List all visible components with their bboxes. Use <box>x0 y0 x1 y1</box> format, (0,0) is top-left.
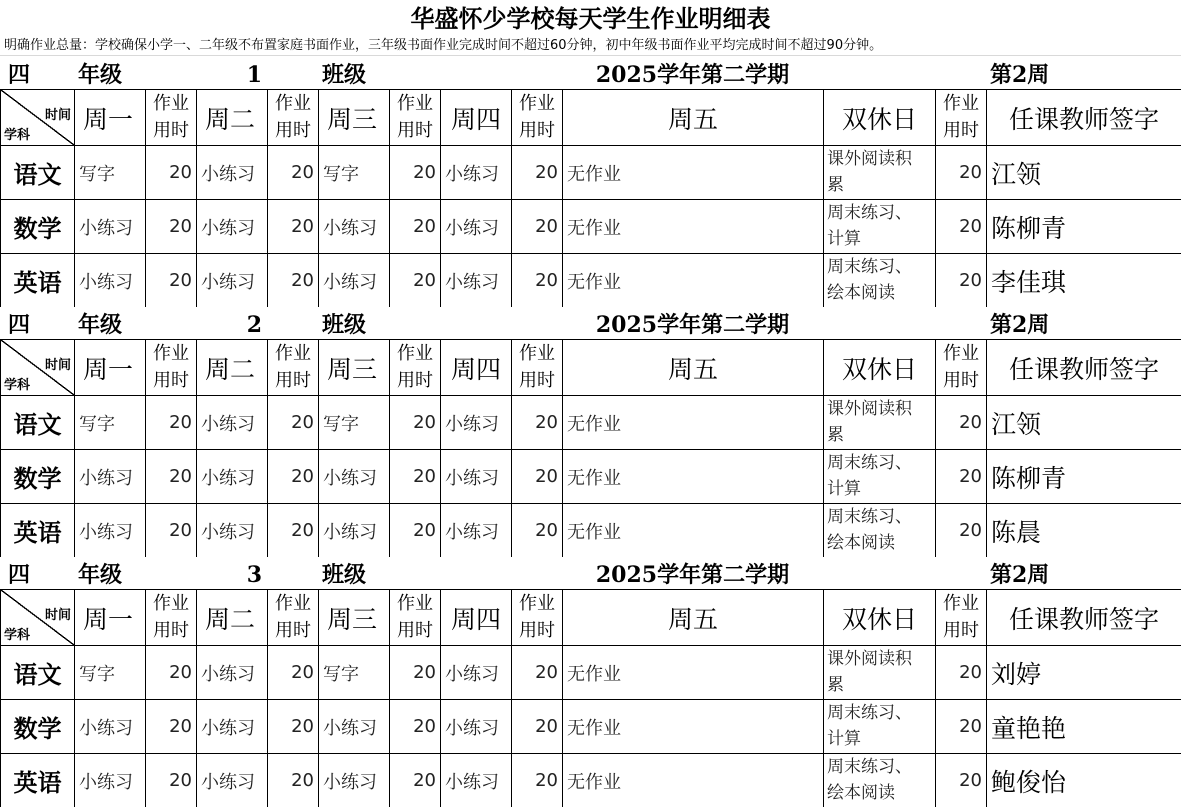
class-block-3 <box>0 558 1181 808</box>
task-fri: 无作业 <box>563 200 824 254</box>
weekend-line-1: 课外阅读积 <box>827 399 912 419</box>
task-tue: 小练习 <box>197 504 268 557</box>
weekend-line-2: 计算 <box>827 229 861 249</box>
task-tue: 小练习 <box>197 700 268 754</box>
col-header-wed: 周三 <box>319 340 390 396</box>
class-block-1 <box>0 58 1181 308</box>
weekend-line-2: 绘本阅读 <box>827 283 895 303</box>
col-header-mon: 周一 <box>75 340 146 396</box>
corner-subject-label: 学科 <box>4 628 31 643</box>
corner-time-label: 时间 <box>44 608 71 623</box>
task-fri: 无作业 <box>563 450 824 504</box>
col-header-usage <box>268 90 319 146</box>
task-thu: 小练习 <box>441 254 512 307</box>
task-fri: 无作业 <box>563 146 824 200</box>
usage-line-1: 作业 <box>397 343 433 364</box>
time-mon: 20 <box>146 754 197 807</box>
grade-value: 四 <box>8 562 31 588</box>
time-mon: 20 <box>146 646 197 700</box>
col-header-teacher: 任课教师签字 <box>987 90 1181 146</box>
task-tue: 小练习 <box>197 254 268 307</box>
task-mon: 写字 <box>75 646 146 700</box>
teacher-signature: 童艳艳 <box>987 700 1181 754</box>
usage-line-2: 用时 <box>153 620 189 641</box>
col-header-usage <box>936 90 987 146</box>
usage-line-1: 作业 <box>275 93 311 114</box>
time-wed: 20 <box>390 754 441 807</box>
col-header-usage <box>146 340 197 396</box>
task-thu: 小练习 <box>441 700 512 754</box>
class-block-2 <box>0 308 1181 558</box>
weekend-line-1: 周末练习、 <box>827 703 912 723</box>
weekend-line-1: 课外阅读积 <box>827 149 912 169</box>
task-thu: 小练习 <box>441 450 512 504</box>
corner-time-label: 时间 <box>44 358 71 373</box>
grade-value: 四 <box>8 312 31 338</box>
task-tue: 小练习 <box>197 450 268 504</box>
usage-line-2: 用时 <box>519 620 555 641</box>
usage-line-1: 作业 <box>153 593 189 614</box>
usage-line-1: 作业 <box>519 343 555 364</box>
grade-label: 年级 <box>78 312 123 338</box>
task-wed: 写字 <box>319 646 390 700</box>
col-header-weekend: 双休日 <box>824 340 936 396</box>
col-header-usage <box>512 340 563 396</box>
usage-line-1: 作业 <box>275 593 311 614</box>
col-header-thu: 周四 <box>441 590 512 646</box>
col-header-tue: 周二 <box>197 590 268 646</box>
task-weekend <box>824 146 936 200</box>
weekend-line-1: 周末练习、 <box>827 203 912 223</box>
time-weekend: 20 <box>936 146 987 200</box>
task-tue: 小练习 <box>197 146 268 200</box>
corner-cell <box>1 340 75 396</box>
subject-cell: 英语 <box>1 754 75 807</box>
teacher-signature: 陈柳青 <box>987 450 1181 504</box>
class-number: 3 <box>246 562 262 588</box>
task-wed: 小练习 <box>319 254 390 307</box>
usage-line-1: 作业 <box>397 93 433 114</box>
col-header-usage <box>390 90 441 146</box>
task-wed: 小练习 <box>319 700 390 754</box>
col-header-thu: 周四 <box>441 90 512 146</box>
teacher-signature: 江领 <box>987 396 1181 450</box>
task-mon: 小练习 <box>75 504 146 557</box>
time-wed: 20 <box>390 450 441 504</box>
weekend-line-2: 计算 <box>827 479 861 499</box>
col-header-teacher: 任课教师签字 <box>987 340 1181 396</box>
task-weekend <box>824 646 936 700</box>
page-title: 华盛怀少学校每天学生作业明细表 <box>410 4 771 33</box>
task-tue: 小练习 <box>197 646 268 700</box>
time-tue: 20 <box>268 700 319 754</box>
time-wed: 20 <box>390 200 441 254</box>
teacher-signature: 李佳琪 <box>987 254 1181 307</box>
usage-line-2: 用时 <box>519 370 555 391</box>
task-weekend <box>824 200 936 254</box>
task-weekend <box>824 754 936 807</box>
teacher-signature: 鲍俊怡 <box>987 754 1181 807</box>
task-wed: 小练习 <box>319 754 390 807</box>
class-number: 2 <box>246 312 262 338</box>
task-fri: 无作业 <box>563 396 824 450</box>
time-thu: 20 <box>512 754 563 807</box>
usage-line-2: 用时 <box>397 370 433 391</box>
time-weekend: 20 <box>936 450 987 504</box>
usage-line-2: 用时 <box>519 120 555 141</box>
weekend-line-2: 累 <box>827 675 844 695</box>
subject-cell: 数学 <box>1 700 75 754</box>
task-mon: 写字 <box>75 146 146 200</box>
usage-line-1: 作业 <box>519 593 555 614</box>
time-wed: 20 <box>390 146 441 200</box>
weekend-line-1: 周末练习、 <box>827 757 912 777</box>
task-wed: 小练习 <box>319 504 390 557</box>
weekend-line-2: 绘本阅读 <box>827 533 895 553</box>
usage-line-2: 用时 <box>943 620 979 641</box>
time-tue: 20 <box>268 450 319 504</box>
task-wed: 写字 <box>319 146 390 200</box>
col-header-usage <box>390 590 441 646</box>
col-header-usage <box>936 590 987 646</box>
week-label: 第2周 <box>990 312 1050 338</box>
corner-time-label: 时间 <box>44 108 71 123</box>
usage-line-1: 作业 <box>153 343 189 364</box>
subject-cell: 数学 <box>1 450 75 504</box>
weekend-line-2: 绘本阅读 <box>827 783 895 803</box>
class-label: 班级 <box>322 562 367 588</box>
col-header-usage <box>146 90 197 146</box>
teacher-signature: 刘婷 <box>987 646 1181 700</box>
usage-line-2: 用时 <box>275 120 311 141</box>
usage-line-1: 作业 <box>519 93 555 114</box>
weekend-line-1: 课外阅读积 <box>827 649 912 669</box>
task-thu: 小练习 <box>441 754 512 807</box>
corner-cell <box>1 590 75 646</box>
usage-line-1: 作业 <box>943 93 979 114</box>
time-thu: 20 <box>512 146 563 200</box>
time-tue: 20 <box>268 396 319 450</box>
weekend-line-1: 周末练习、 <box>827 453 912 473</box>
corner-subject-label: 学科 <box>4 128 31 143</box>
time-thu: 20 <box>512 200 563 254</box>
col-header-usage <box>936 340 987 396</box>
corner-subject-label: 学科 <box>4 378 31 393</box>
task-thu: 小练习 <box>441 646 512 700</box>
subject-cell: 语文 <box>1 646 75 700</box>
term-label: 2025学年第二学期 <box>595 312 790 338</box>
task-mon: 小练习 <box>75 754 146 807</box>
time-weekend: 20 <box>936 254 987 307</box>
time-wed: 20 <box>390 700 441 754</box>
task-mon: 写字 <box>75 396 146 450</box>
time-tue: 20 <box>268 146 319 200</box>
task-weekend <box>824 450 936 504</box>
task-weekend <box>824 254 936 307</box>
homework-policy-note: 明确作业总量：学校确保小学一、二年级不布置家庭书面作业，三年级书面作业完成时间不超过60分钟，初中年级书面作业平均完成时间不超过90分钟。 <box>0 36 1181 56</box>
col-header-fri: 周五 <box>563 90 824 146</box>
col-header-weekend: 双休日 <box>824 90 936 146</box>
usage-line-2: 用时 <box>275 620 311 641</box>
usage-line-2: 用时 <box>153 120 189 141</box>
col-header-mon: 周一 <box>75 590 146 646</box>
time-thu: 20 <box>512 450 563 504</box>
task-mon: 小练习 <box>75 200 146 254</box>
time-weekend: 20 <box>936 754 987 807</box>
col-header-usage <box>512 90 563 146</box>
usage-line-1: 作业 <box>943 343 979 364</box>
usage-line-1: 作业 <box>943 593 979 614</box>
class-number: 1 <box>246 62 262 88</box>
task-tue: 小练习 <box>197 754 268 807</box>
weekend-line-2: 计算 <box>827 729 861 749</box>
task-fri: 无作业 <box>563 254 824 307</box>
time-tue: 20 <box>268 200 319 254</box>
usage-line-2: 用时 <box>397 120 433 141</box>
task-wed: 小练习 <box>319 450 390 504</box>
task-weekend <box>824 504 936 557</box>
time-weekend: 20 <box>936 646 987 700</box>
usage-line-2: 用时 <box>275 370 311 391</box>
task-tue: 小练习 <box>197 200 268 254</box>
time-wed: 20 <box>390 646 441 700</box>
task-mon: 小练习 <box>75 700 146 754</box>
week-label: 第2周 <box>990 62 1050 88</box>
task-wed: 小练习 <box>319 200 390 254</box>
time-thu: 20 <box>512 254 563 307</box>
term-label: 2025学年第二学期 <box>595 62 790 88</box>
time-mon: 20 <box>146 200 197 254</box>
time-weekend: 20 <box>936 504 987 557</box>
time-weekend: 20 <box>936 700 987 754</box>
col-header-usage <box>146 590 197 646</box>
grade-value: 四 <box>8 62 31 88</box>
teacher-signature: 陈晨 <box>987 504 1181 557</box>
usage-line-2: 用时 <box>397 620 433 641</box>
col-header-usage <box>512 590 563 646</box>
task-thu: 小练习 <box>441 200 512 254</box>
task-weekend <box>824 396 936 450</box>
time-weekend: 20 <box>936 200 987 254</box>
time-weekend: 20 <box>936 396 987 450</box>
task-wed: 写字 <box>319 396 390 450</box>
week-label: 第2周 <box>990 562 1050 588</box>
teacher-signature: 江领 <box>987 146 1181 200</box>
class-label: 班级 <box>322 62 367 88</box>
time-mon: 20 <box>146 146 197 200</box>
time-tue: 20 <box>268 254 319 307</box>
task-fri: 无作业 <box>563 754 824 807</box>
task-thu: 小练习 <box>441 504 512 557</box>
corner-cell <box>1 90 75 146</box>
col-header-usage <box>268 590 319 646</box>
time-tue: 20 <box>268 504 319 557</box>
grade-label: 年级 <box>78 562 123 588</box>
subject-cell: 语文 <box>1 396 75 450</box>
col-header-fri: 周五 <box>563 340 824 396</box>
time-wed: 20 <box>390 396 441 450</box>
col-header-usage <box>390 340 441 396</box>
col-header-wed: 周三 <box>319 90 390 146</box>
time-thu: 20 <box>512 504 563 557</box>
time-tue: 20 <box>268 646 319 700</box>
weekend-line-1: 周末练习、 <box>827 257 912 277</box>
col-header-thu: 周四 <box>441 340 512 396</box>
time-mon: 20 <box>146 450 197 504</box>
task-fri: 无作业 <box>563 700 824 754</box>
col-header-teacher: 任课教师签字 <box>987 590 1181 646</box>
time-mon: 20 <box>146 504 197 557</box>
col-header-tue: 周二 <box>197 90 268 146</box>
time-thu: 20 <box>512 396 563 450</box>
class-label: 班级 <box>322 312 367 338</box>
subject-cell: 英语 <box>1 254 75 307</box>
task-fri: 无作业 <box>563 646 824 700</box>
task-mon: 小练习 <box>75 450 146 504</box>
subject-cell: 英语 <box>1 504 75 557</box>
grade-label: 年级 <box>78 62 123 88</box>
col-header-usage <box>268 340 319 396</box>
homework-table <box>0 89 1181 307</box>
col-header-weekend: 双休日 <box>824 590 936 646</box>
task-weekend <box>824 700 936 754</box>
term-label: 2025学年第二学期 <box>595 562 790 588</box>
usage-line-2: 用时 <box>153 370 189 391</box>
usage-line-1: 作业 <box>153 93 189 114</box>
task-thu: 小练习 <box>441 146 512 200</box>
time-mon: 20 <box>146 254 197 307</box>
task-fri: 无作业 <box>563 504 824 557</box>
usage-line-1: 作业 <box>275 343 311 364</box>
task-mon: 小练习 <box>75 254 146 307</box>
time-thu: 20 <box>512 646 563 700</box>
time-mon: 20 <box>146 396 197 450</box>
usage-line-2: 用时 <box>943 120 979 141</box>
task-thu: 小练习 <box>441 396 512 450</box>
time-tue: 20 <box>268 754 319 807</box>
task-tue: 小练习 <box>197 396 268 450</box>
homework-table <box>0 339 1181 557</box>
usage-line-2: 用时 <box>943 370 979 391</box>
time-thu: 20 <box>512 700 563 754</box>
time-wed: 20 <box>390 254 441 307</box>
weekend-line-1: 周末练习、 <box>827 507 912 527</box>
col-header-wed: 周三 <box>319 590 390 646</box>
subject-cell: 数学 <box>1 200 75 254</box>
time-wed: 20 <box>390 504 441 557</box>
subject-cell: 语文 <box>1 146 75 200</box>
weekend-line-2: 累 <box>827 175 844 195</box>
homework-table <box>0 589 1181 807</box>
col-header-tue: 周二 <box>197 340 268 396</box>
teacher-signature: 陈柳青 <box>987 200 1181 254</box>
weekend-line-2: 累 <box>827 425 844 445</box>
col-header-fri: 周五 <box>563 590 824 646</box>
col-header-mon: 周一 <box>75 90 146 146</box>
time-mon: 20 <box>146 700 197 754</box>
usage-line-1: 作业 <box>397 593 433 614</box>
